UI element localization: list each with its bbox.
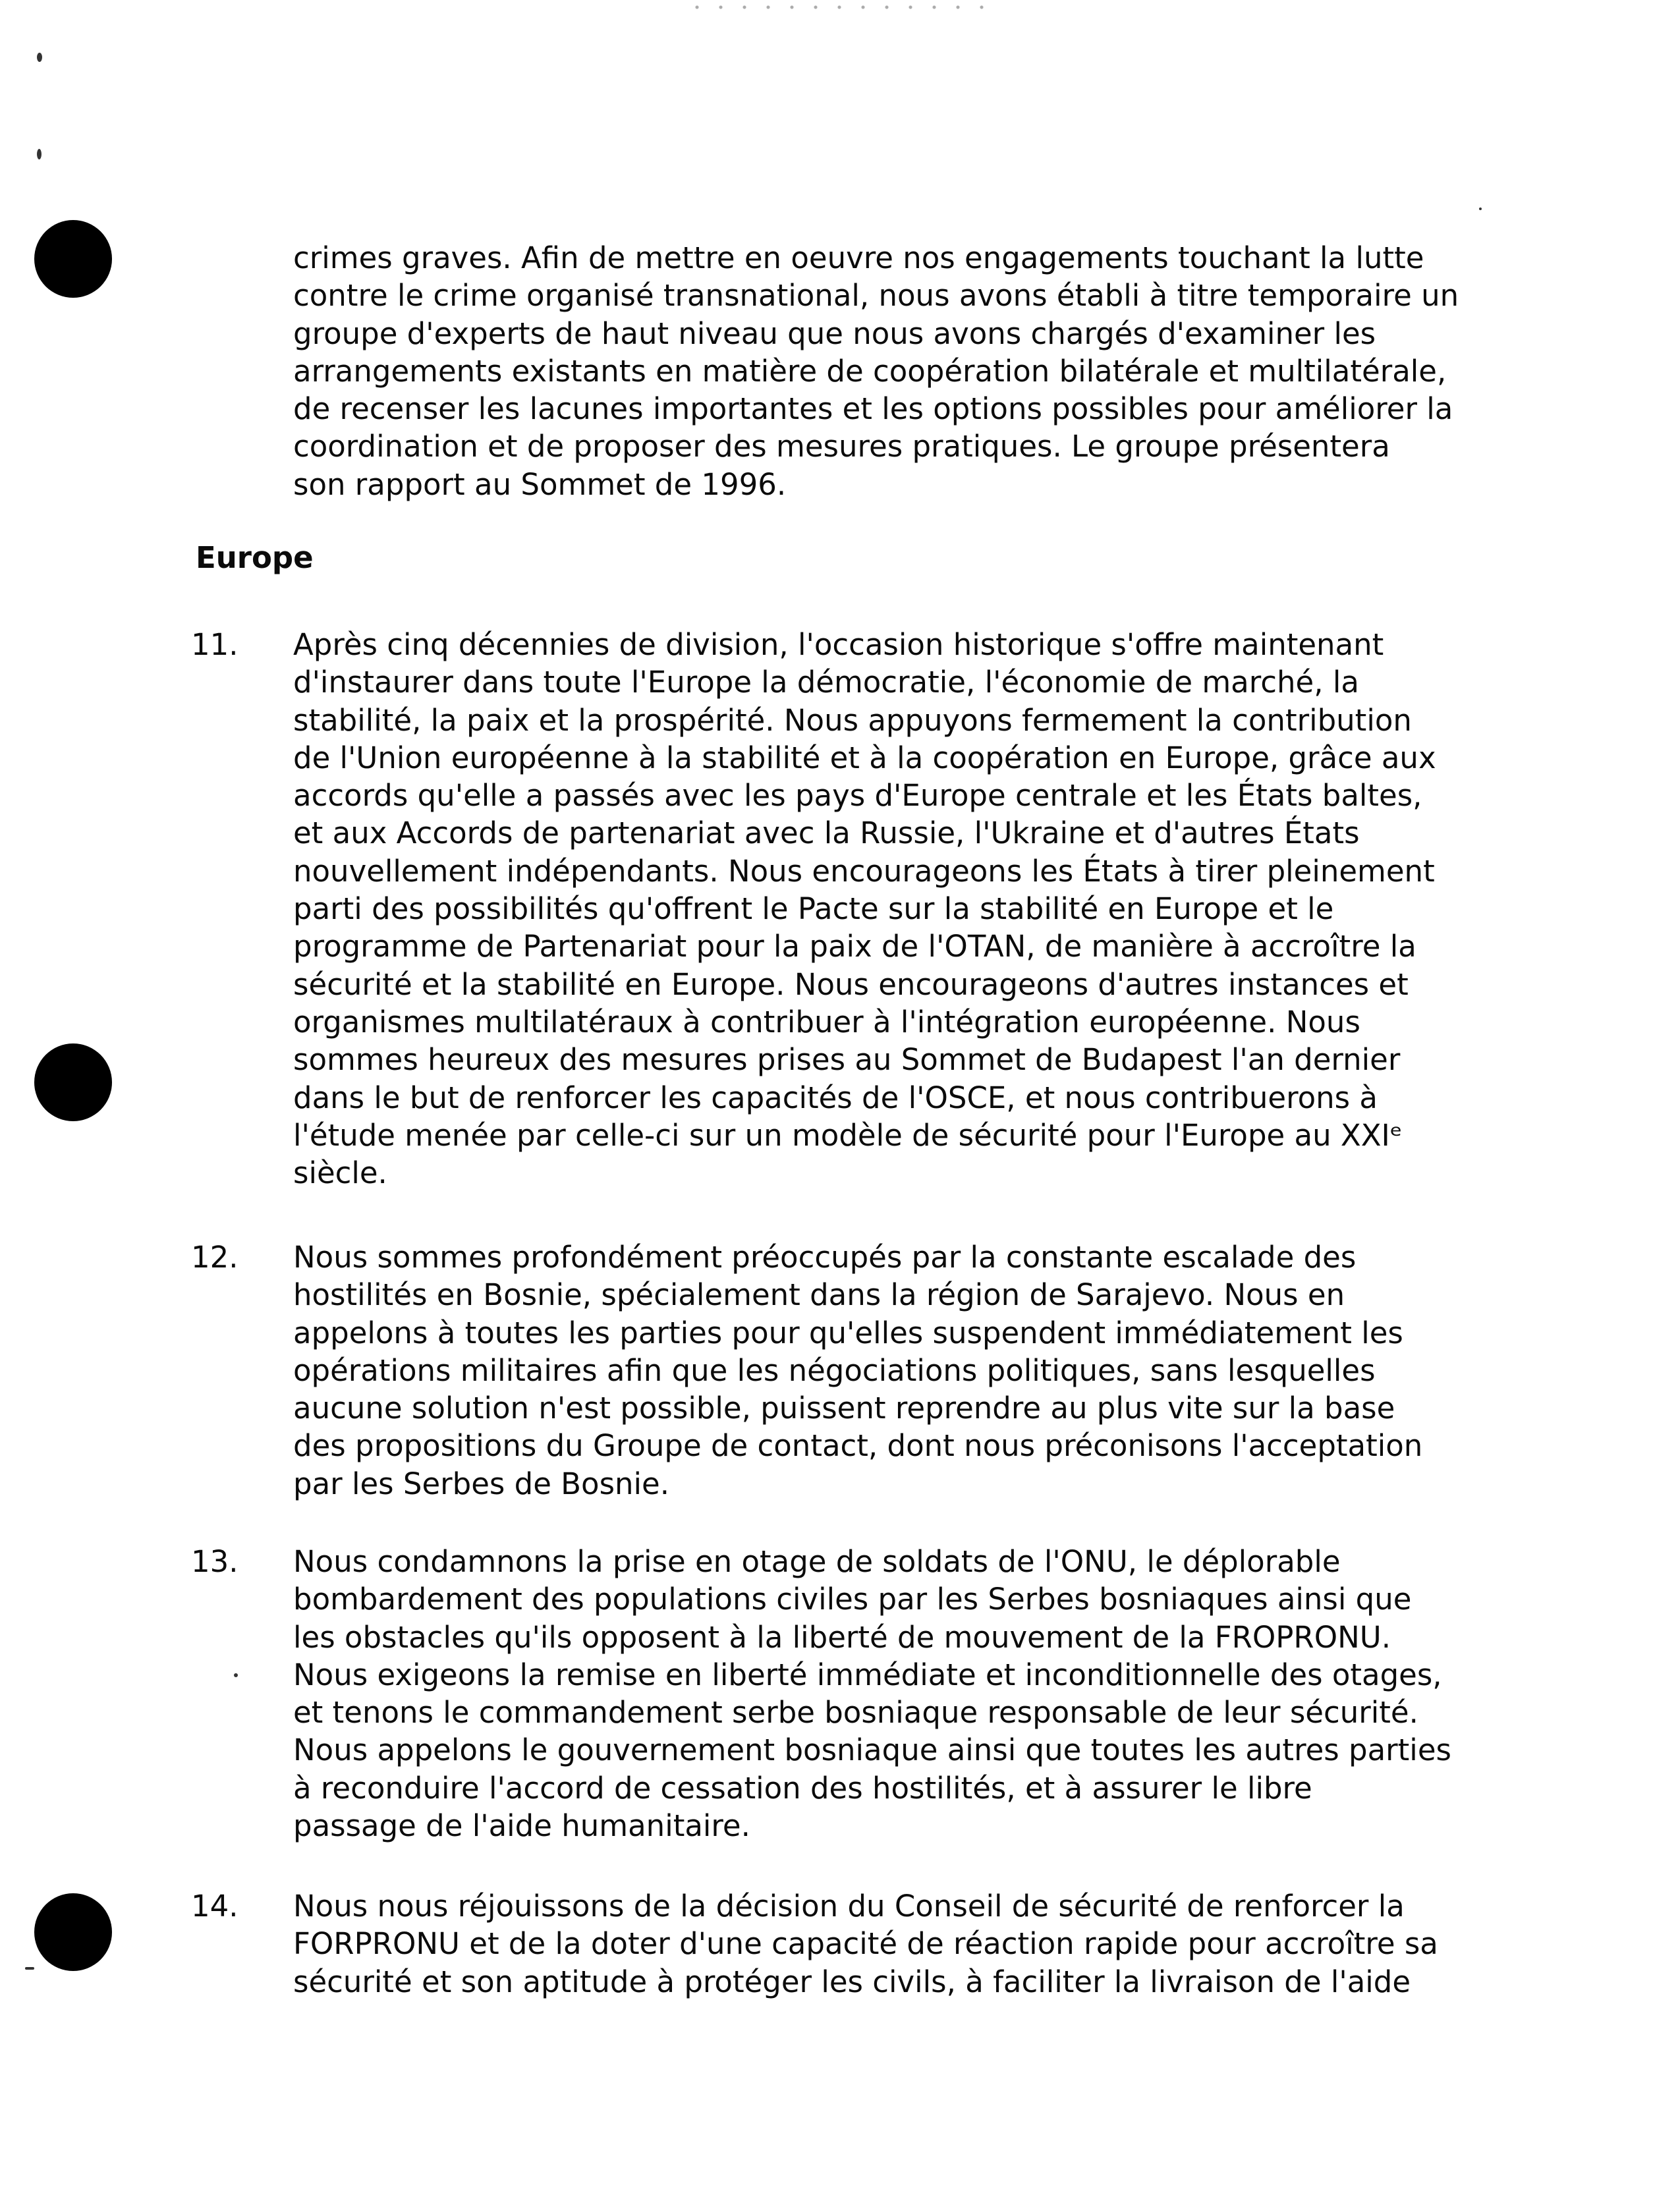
scan-speck <box>37 149 42 159</box>
scan-speck <box>37 53 42 62</box>
scan-noise <box>685 3 1001 12</box>
item-number: 12. <box>191 1240 238 1275</box>
scan-speck <box>25 1967 34 1970</box>
item-paragraph: Nous condamnons la prise en otage de soldats de l'ONU, le déplorable bombardement des populations civiles par les Serbes bosniaques ainsi que les obstacles qu'ils opposent à la liberté de mouvement de la FROPRONU. Nous exigeons la remise en liberté immédiate et inconditionnelle des otages, et tenons le commandement serbe bosniaque responsable de leur sécurité. Nous appelons le gouvernement bosniaque ainsi que toutes les autres parties à reconduire l'accord de cessation des hostilités, et à assurer le libre passage de l'aide humanitaire. <box>293 1544 1451 1844</box>
item-paragraph: Nous nous réjouissons de la décision du Conseil de sécurité de renforcer la FORPRONU et de la doter d'une capacité de réaction rapide pour accroître sa sécurité et son aptitude à protéger les civils, à faciliter la livraison de l'aide <box>293 1889 1438 1999</box>
scan-speck <box>234 1673 238 1677</box>
binder-hole <box>34 1893 112 1971</box>
item-number: 14. <box>191 1889 238 1924</box>
intro-paragraph: crimes graves. Afin de mettre en oeuvre nos engagements touchant la lutte contre le crime organisé transnational, nous avons établi à titre temporaire un groupe d'experts de haut niveau que nous avons chargés d'examiner les arrangements existants en matière de coopération bilatérale et multilatérale, de recenser les lacunes importantes et les options possibles pour améliorer la coordination et de proposer des mesures pratiques. Le groupe présentera son rapport au Sommet de 1996. <box>293 240 1459 502</box>
item-paragraph: Après cinq décennies de division, l'occasion historique s'offre maintenant d'instaurer dans toute l'Europe la démocratie, l'économie de marché, la stabilité, la paix et la prospérité. Nous appuyons fermement la contribution de l'Union européenne à la stabilité et à la coopération en Europe, grâce aux accords qu'elle a passés avec les pays d'Europe centrale et les États baltes, et aux Accords de partenariat avec la Russie, l'Ukraine et d'autres États nouvellement indépendants. Nous encourageons les États à tirer pleinement parti des possibilités qu'offrent le Pacte sur la stabilité en Europe et le programme de Partenariat pour la paix de l'OTAN, de manière à accroître la sécurité et la stabilité en Europe. Nous encourageons d'autres instances et organismes multilatéraux à contribuer à l'intégration européenne. Nous sommes heureux des mesures prises au Sommet de Budapest l'an dernier dans le but de renforcer les capacités de l'OSCE, et nous contribuerons à l'étude menée par celle-ci sur un modèle de sécurité pour l'Europe au XXIᵉ siècle. <box>293 627 1436 1191</box>
item-paragraph: Nous sommes profondément préoccupés par la constante escalade des hostilités en Bosnie, spécialement dans la région de Sarajevo. Nous en appelons à toutes les parties pour qu'elles suspendent immédiatement les opérations militaires afin que les négociations politiques, sans lesquelles aucune solution n'est possible, puissent reprendre au plus vite sur la base des propositions du Groupe de contact, dont nous préconisons l'acceptation par les Serbes de Bosnie. <box>293 1240 1423 1501</box>
item-number: 13. <box>191 1544 238 1579</box>
binder-hole <box>34 1043 112 1121</box>
scan-speck <box>1479 208 1482 210</box>
binder-hole <box>34 220 112 298</box>
item-number: 11. <box>191 627 238 662</box>
section-heading: Europe <box>196 540 314 575</box>
